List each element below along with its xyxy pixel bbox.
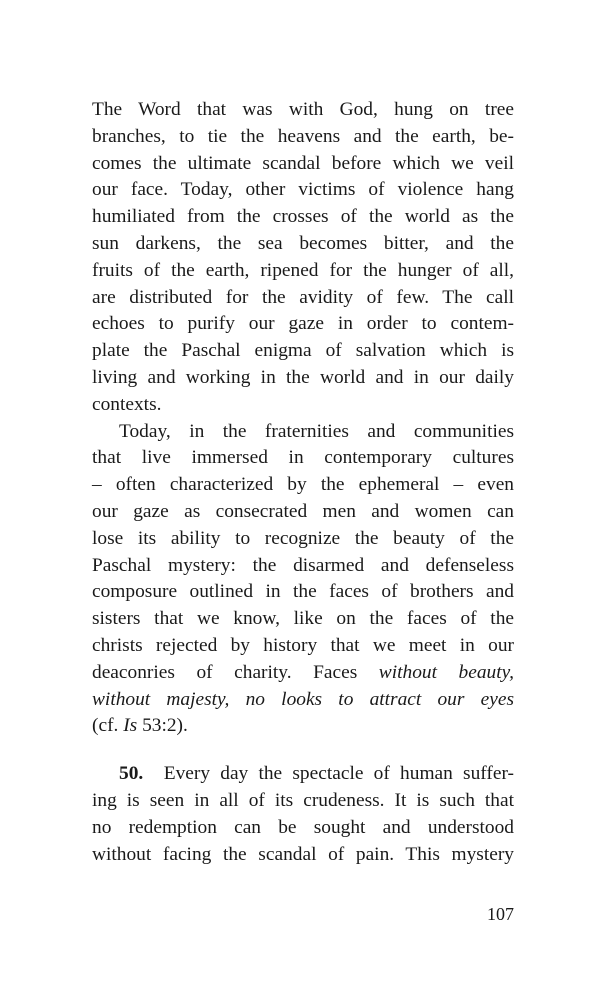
text-line [92,231,514,258]
text-line [92,761,514,788]
text-line [92,633,514,660]
text-line [92,660,514,687]
text-segment: sisters that we know, like on the faces of the [92,608,514,630]
text-line [92,499,514,526]
text-segment: deaconries of charity. Faces [92,661,379,683]
text-segment: christs rejected by history that we meet in our [92,634,514,656]
text-line [92,97,514,124]
text-segment: – often characterized by the ephemeral – even [92,474,514,496]
text-segment: (cf. [92,715,124,737]
text-segment: humiliated from the crosses of the world as the [92,206,514,228]
text-line [92,419,514,446]
text-segment: contexts. [92,393,162,415]
text-line [92,204,514,231]
text-line [92,392,514,419]
text-segment: no redemption can be sought and understood [92,816,514,838]
text-segment: Today, in the fraternities and communities [119,420,514,442]
text-line [92,258,514,285]
text-segment: The Word that was with God, hung on tree [92,99,514,120]
body-text [92,97,514,868]
text-segment: ing is seen in all of its crudeness. It is such that [92,789,514,811]
text-segment: Paschal mystery: the disarmed and defenseless [92,554,514,576]
paragraph [92,761,514,868]
text-line [92,606,514,633]
text-segment: without facing the scandal of pain. This mystery [92,843,514,865]
text-segment: living and working in the world and in our daily [92,366,514,388]
page-number: 107 [487,904,514,924]
text-line [92,338,514,365]
text-line [92,553,514,580]
text-segment: plate the Paschal enigma of salvation which is [92,340,514,362]
text-line [92,842,514,869]
text-line [92,687,514,714]
text-line [92,177,514,204]
text-line [92,365,514,392]
text-segment: 53:2). [137,715,188,737]
text-line [92,788,514,815]
paragraph [92,419,514,741]
text-segment: are distributed for the avidity of few. The call [92,286,514,308]
paragraph-number: 50. [119,763,144,785]
text-line [92,311,514,338]
text-segment: composure outlined in the faces of brothers and [92,581,514,603]
paragraph [92,97,514,419]
text-line [92,815,514,842]
italic-text: without majesty, no looks to attract our eyes [92,688,514,710]
text-line [92,579,514,606]
text-line [92,124,514,151]
text-line [92,713,514,740]
text-segment: echoes to purify our gaze in order to contem- [92,313,514,335]
text-segment: fruits of the earth, ripened for the hunger of all, [92,259,514,281]
text-line [92,445,514,472]
italic-text: without beauty, [378,661,514,683]
text-line [92,285,514,312]
text-segment: lose its ability to recognize the beauty of the [92,527,514,549]
text-line [92,526,514,553]
text-segment: sun darkens, the sea becomes bitter, and the [92,232,514,254]
text-segment: Every day the spectacle of human suffer- [163,763,514,785]
text-segment: that live immersed in contemporary cultures [92,447,514,469]
text-line [92,151,514,178]
text-segment: branches, to tie the heavens and the earth, be- [92,125,514,147]
text-segment: comes the ultimate scandal before which we veil [92,152,514,174]
italic-text: Is [123,715,138,737]
text-segment: our face. Today, other victims of violence hang [92,179,514,201]
text-segment: our gaze as consecrated men and women can [92,500,514,522]
text-line [92,472,514,499]
